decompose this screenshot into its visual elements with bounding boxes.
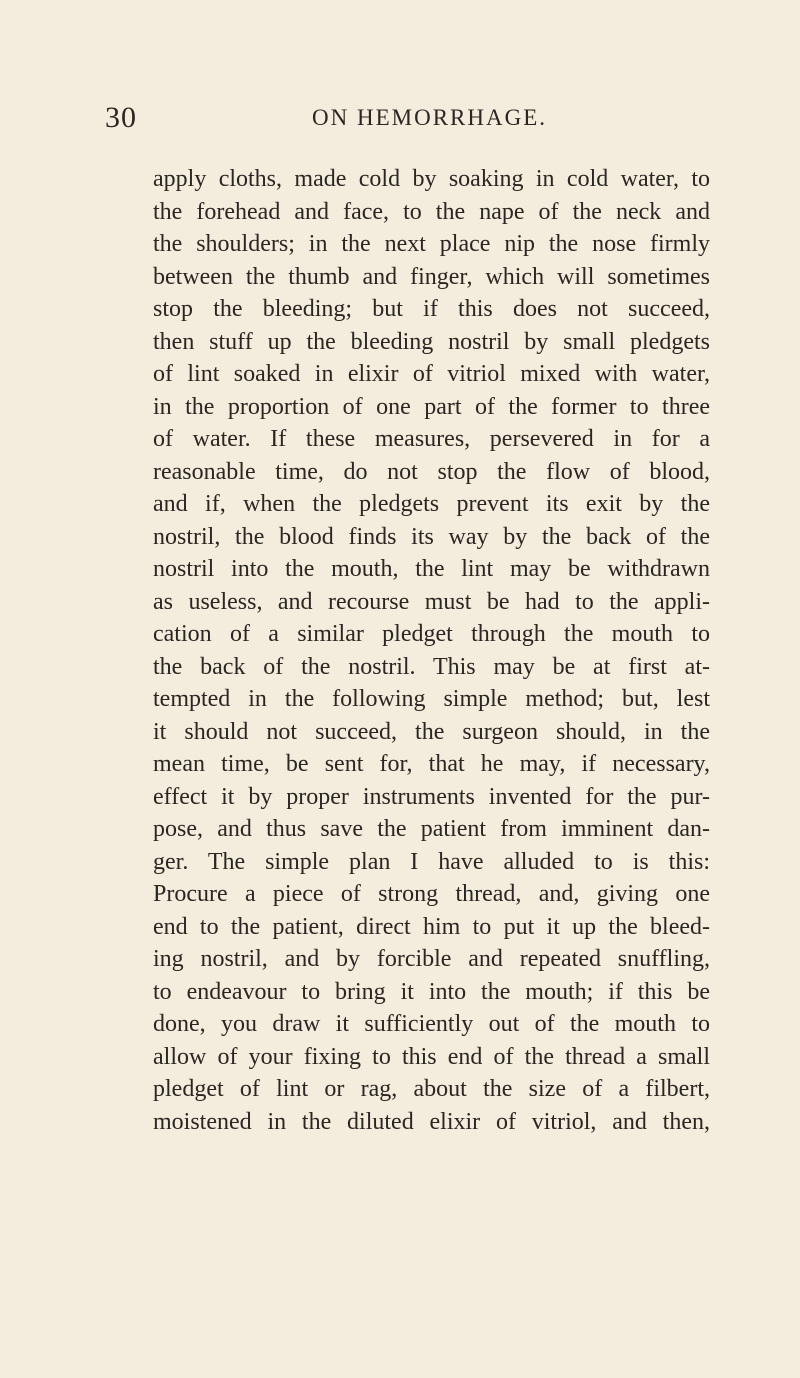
text-line: of lint soaked in elixir of vitriol mixed with water, (153, 361, 710, 387)
body-text (153, 163, 710, 1138)
text-line: done, you draw it sufficiently out of the mouth to (153, 1011, 710, 1037)
text-line: then stuff up the bleeding nostril by small pledgets (153, 328, 710, 355)
text-line: cation of a similar pledget through the mouth to (153, 621, 710, 647)
text-line: ing nostril, and by forcible and repeated snuffling, (153, 946, 710, 972)
page-header (0, 98, 800, 138)
text-line: stop the bleeding; but if this does not succeed, (153, 296, 710, 322)
text-line: ger. The simple plan I have alluded to is this: (153, 848, 710, 875)
running-head: ON HEMORRHAGE. (312, 105, 547, 130)
text-line: nostril, the blood finds its way by the back of the (153, 523, 710, 550)
text-line: pledget of lint or rag, about the size of a filbert, (153, 1076, 710, 1102)
text-line: to endeavour to bring it into the mouth; if this be (153, 978, 710, 1005)
text-line: effect it by proper instruments invented for the pur- (153, 783, 710, 810)
text-line: allow of your fixing to this end of the thread a small (153, 1043, 710, 1070)
text-line: as useless, and recourse must be had to the appli- (153, 588, 710, 615)
text-line: moistened in the diluted elixir of vitriol, and then, (153, 1108, 710, 1135)
text-line: of water. If these measures, persevered in for a (153, 426, 710, 452)
text-line: between the thumb and finger, which will sometimes (153, 263, 710, 290)
text-line: Procure a piece of strong thread, and, giving one (153, 881, 710, 907)
text-line: and if, when the pledgets prevent its exit by the (153, 491, 710, 517)
text-line: the shoulders; in the next place nip the nose firmly (153, 231, 710, 257)
text-line: reasonable time, do not stop the flow of blood, (153, 458, 710, 485)
text-line: in the proportion of one part of the former to three (153, 393, 710, 420)
page-number: 30 (105, 101, 137, 134)
text-line: apply cloths, made cold by soaking in cold water, to (153, 166, 710, 192)
text-line: end to the patient, direct him to put it up the bleed- (153, 913, 710, 940)
text-line: pose, and thus save the patient from imminent dan- (153, 816, 710, 842)
text-line: nostril into the mouth, the lint may be withdrawn (153, 556, 710, 582)
text-line: tempted in the following simple method; but, lest (153, 686, 710, 712)
text-line: mean time, be sent for, that he may, if necessary, (153, 751, 710, 777)
text-line: the forehead and face, to the nape of the neck and (153, 198, 710, 225)
text-line: the back of the nostril. This may be at first at- (153, 653, 710, 680)
text-line: it should not succeed, the surgeon should, in the (153, 718, 710, 745)
